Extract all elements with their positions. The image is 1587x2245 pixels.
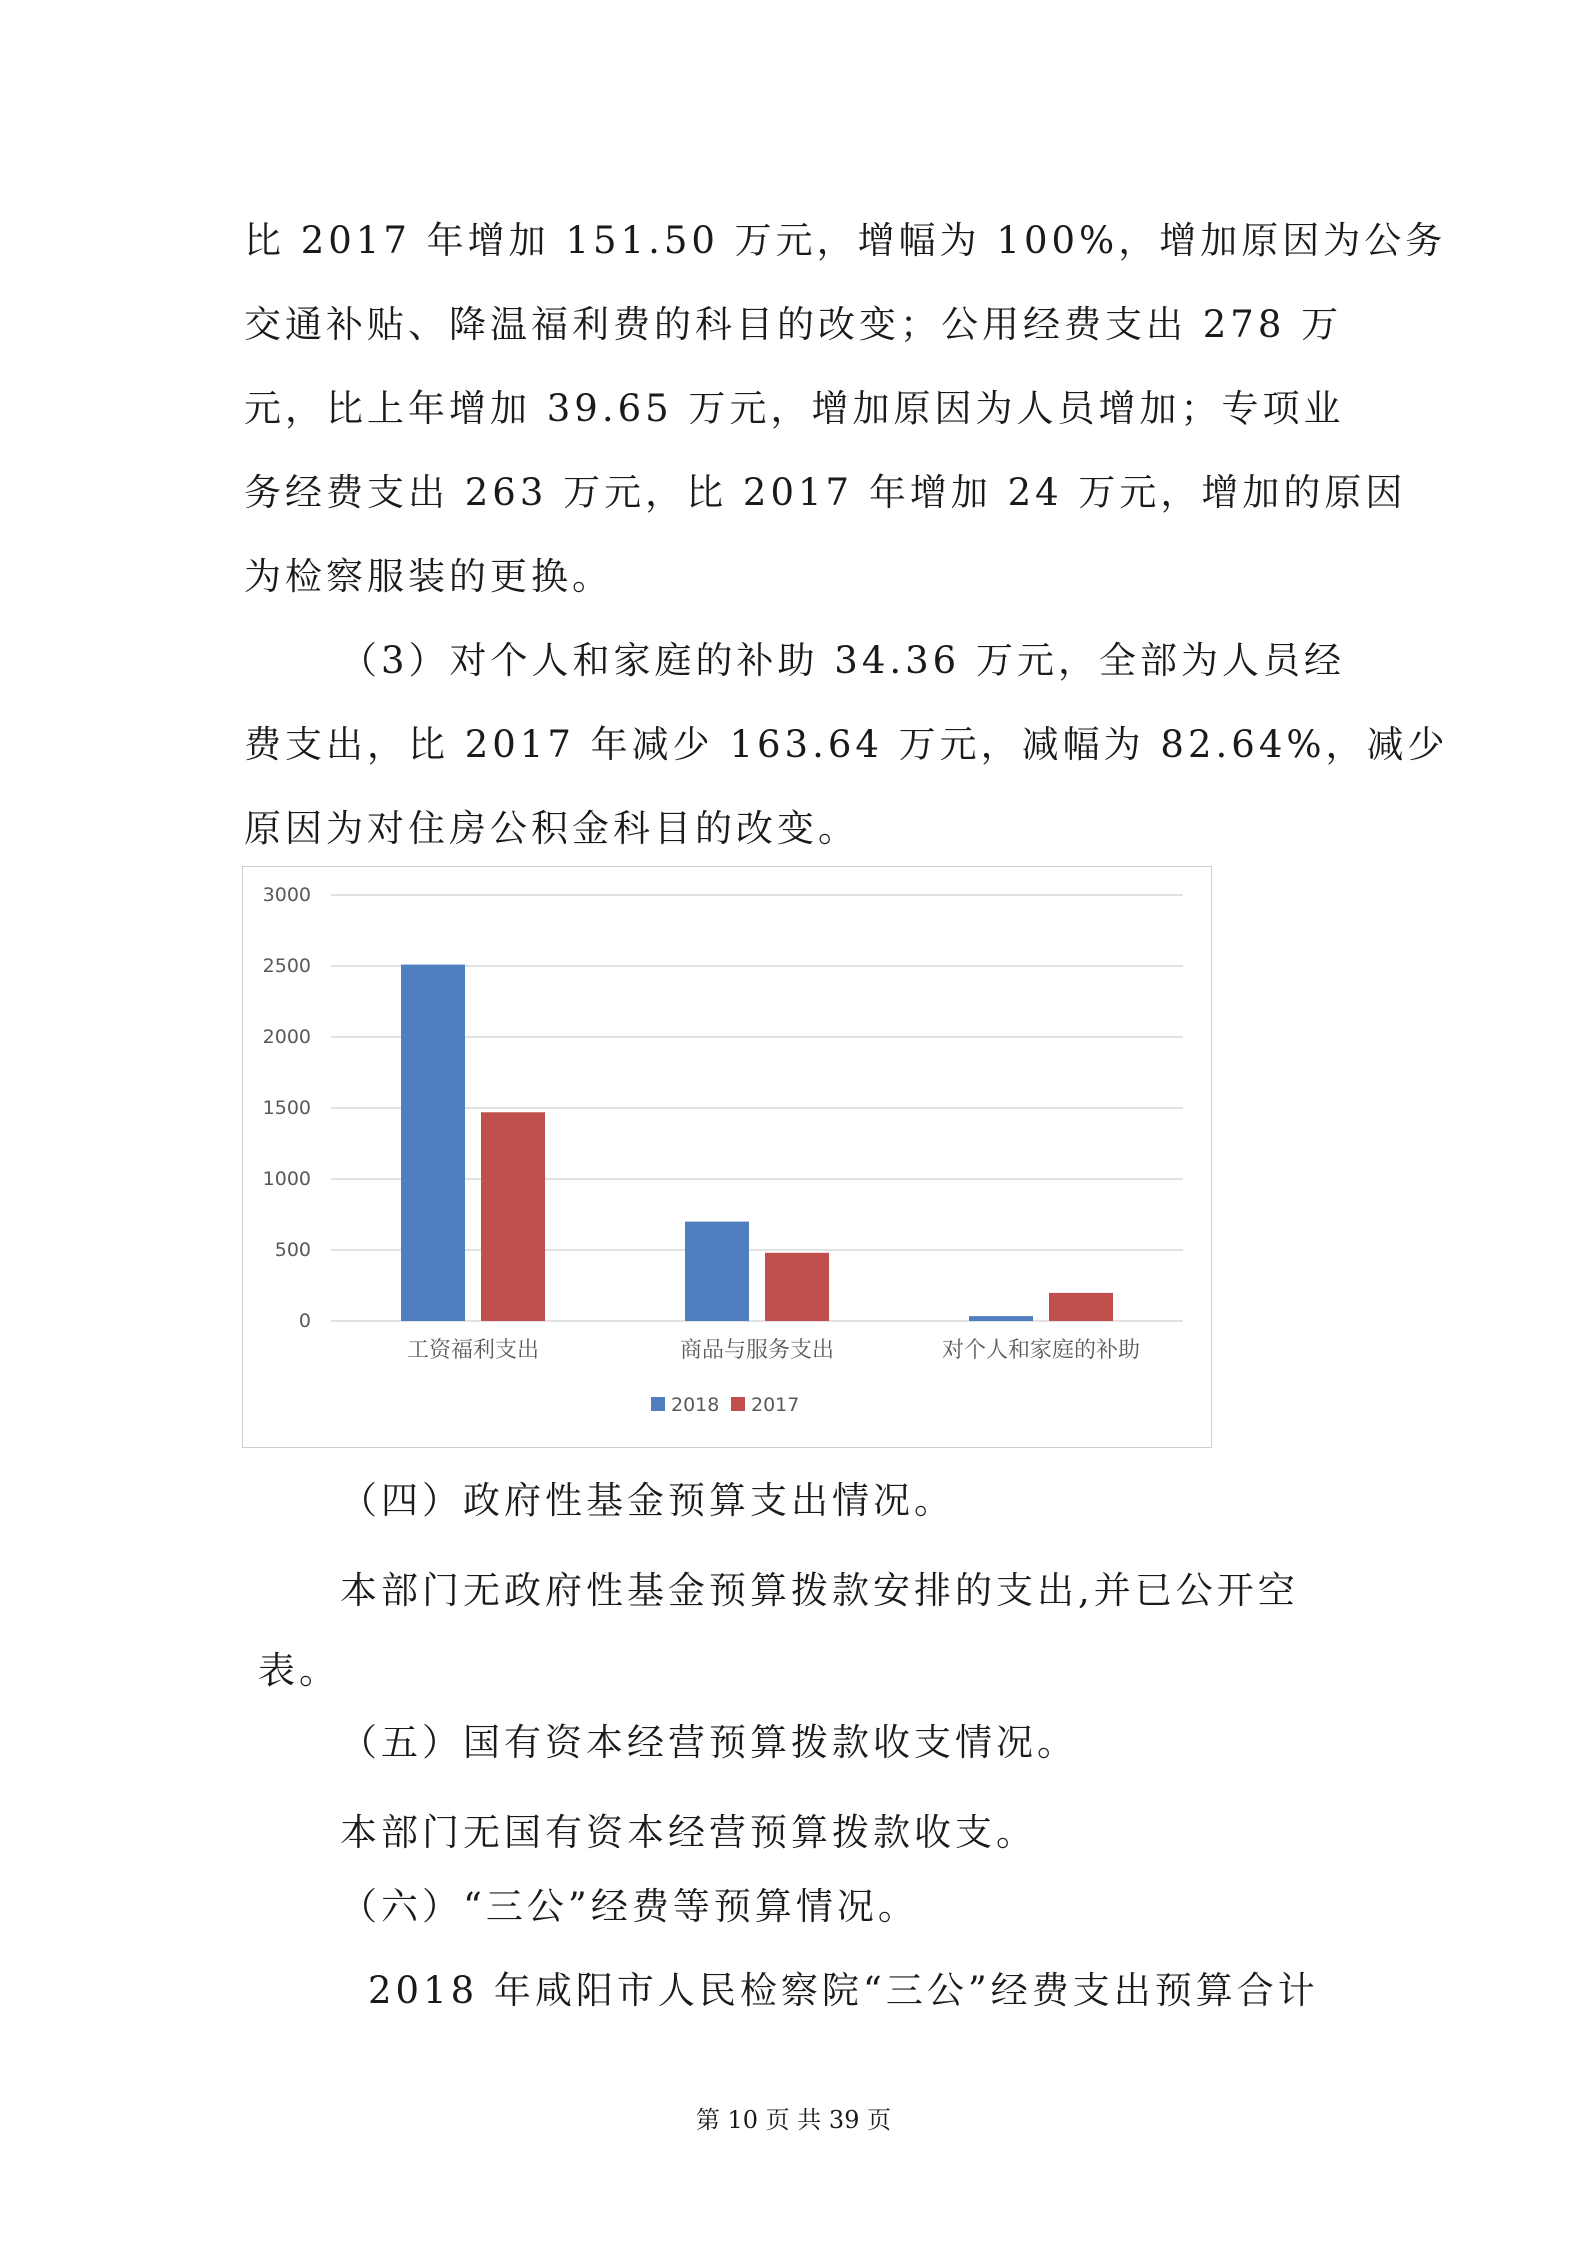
y-tick-label: 0 bbox=[298, 1310, 311, 1332]
legend-label: 2018 bbox=[671, 1394, 720, 1416]
y-tick-label: 3000 bbox=[262, 884, 311, 906]
bar-2018 bbox=[969, 1316, 1033, 1321]
y-tick-label: 1500 bbox=[262, 1097, 311, 1119]
y-tick-label: 2500 bbox=[262, 955, 311, 977]
y-tick-label: 1000 bbox=[262, 1168, 311, 1190]
bar-chart bbox=[242, 866, 1212, 1448]
bar-chart-svg bbox=[243, 867, 1211, 1447]
bar-2017 bbox=[765, 1253, 829, 1321]
bar-2018 bbox=[685, 1222, 749, 1321]
section-4-body: 本部门无政府性基金预算拨款安排的支出,并已公开空 bbox=[340, 1569, 1299, 1612]
text-line: 为检察服装的更换。 bbox=[244, 555, 613, 598]
section-5-body: 本部门无国有资本经营预算拨款收支。 bbox=[340, 1811, 1037, 1854]
section-4-heading: （四）政府性基金预算支出情况。 bbox=[340, 1479, 955, 1522]
section-6-heading: （六）“三公”经费等预算情况。 bbox=[340, 1885, 919, 1928]
text-line: 原因为对住房公积金科目的改变。 bbox=[244, 807, 859, 850]
bar-2017 bbox=[1049, 1293, 1113, 1321]
section-5-heading: （五）国有资本经营预算拨款收支情况。 bbox=[340, 1721, 1078, 1764]
text-line: 费支出，比 2017 年减少 163.64 万元，减幅为 82.64%，减少 bbox=[244, 723, 1449, 766]
section-6-body: 2018 年咸阳市人民检察院“三公”经费支出预算合计 bbox=[368, 1969, 1319, 2012]
text-line: （3）对个人和家庭的补助 34.36 万元，全部为人员经 bbox=[340, 639, 1345, 682]
x-tick-label: 对个人和家庭的补助 bbox=[941, 1338, 1141, 1363]
text-line: 元，比上年增加 39.65 万元，增加原因为人员增加；专项业 bbox=[244, 387, 1345, 430]
y-tick-label: 500 bbox=[274, 1239, 311, 1261]
legend-swatch bbox=[651, 1397, 665, 1411]
page-number-footer: 第 10 页 共 39 页 bbox=[695, 2106, 892, 2134]
x-tick-label: 工资福利支出 bbox=[406, 1338, 540, 1363]
bar-2017 bbox=[481, 1112, 545, 1321]
y-tick-label: 2000 bbox=[262, 1026, 311, 1048]
section-4-body-cont: 表。 bbox=[258, 1649, 340, 1692]
legend-swatch bbox=[731, 1397, 745, 1411]
bar-2018 bbox=[401, 965, 465, 1321]
x-tick-label: 商品与服务支出 bbox=[679, 1338, 835, 1363]
text-line: 比 2017 年增加 151.50 万元，增幅为 100%，增加原因为公务 bbox=[244, 219, 1447, 262]
text-line: 务经费支出 263 万元，比 2017 年增加 24 万元，增加的原因 bbox=[244, 471, 1407, 514]
text-line: 交通补贴、降温福利费的科目的改变；公用经费支出 278 万 bbox=[244, 303, 1343, 346]
legend-label: 2017 bbox=[751, 1394, 800, 1416]
